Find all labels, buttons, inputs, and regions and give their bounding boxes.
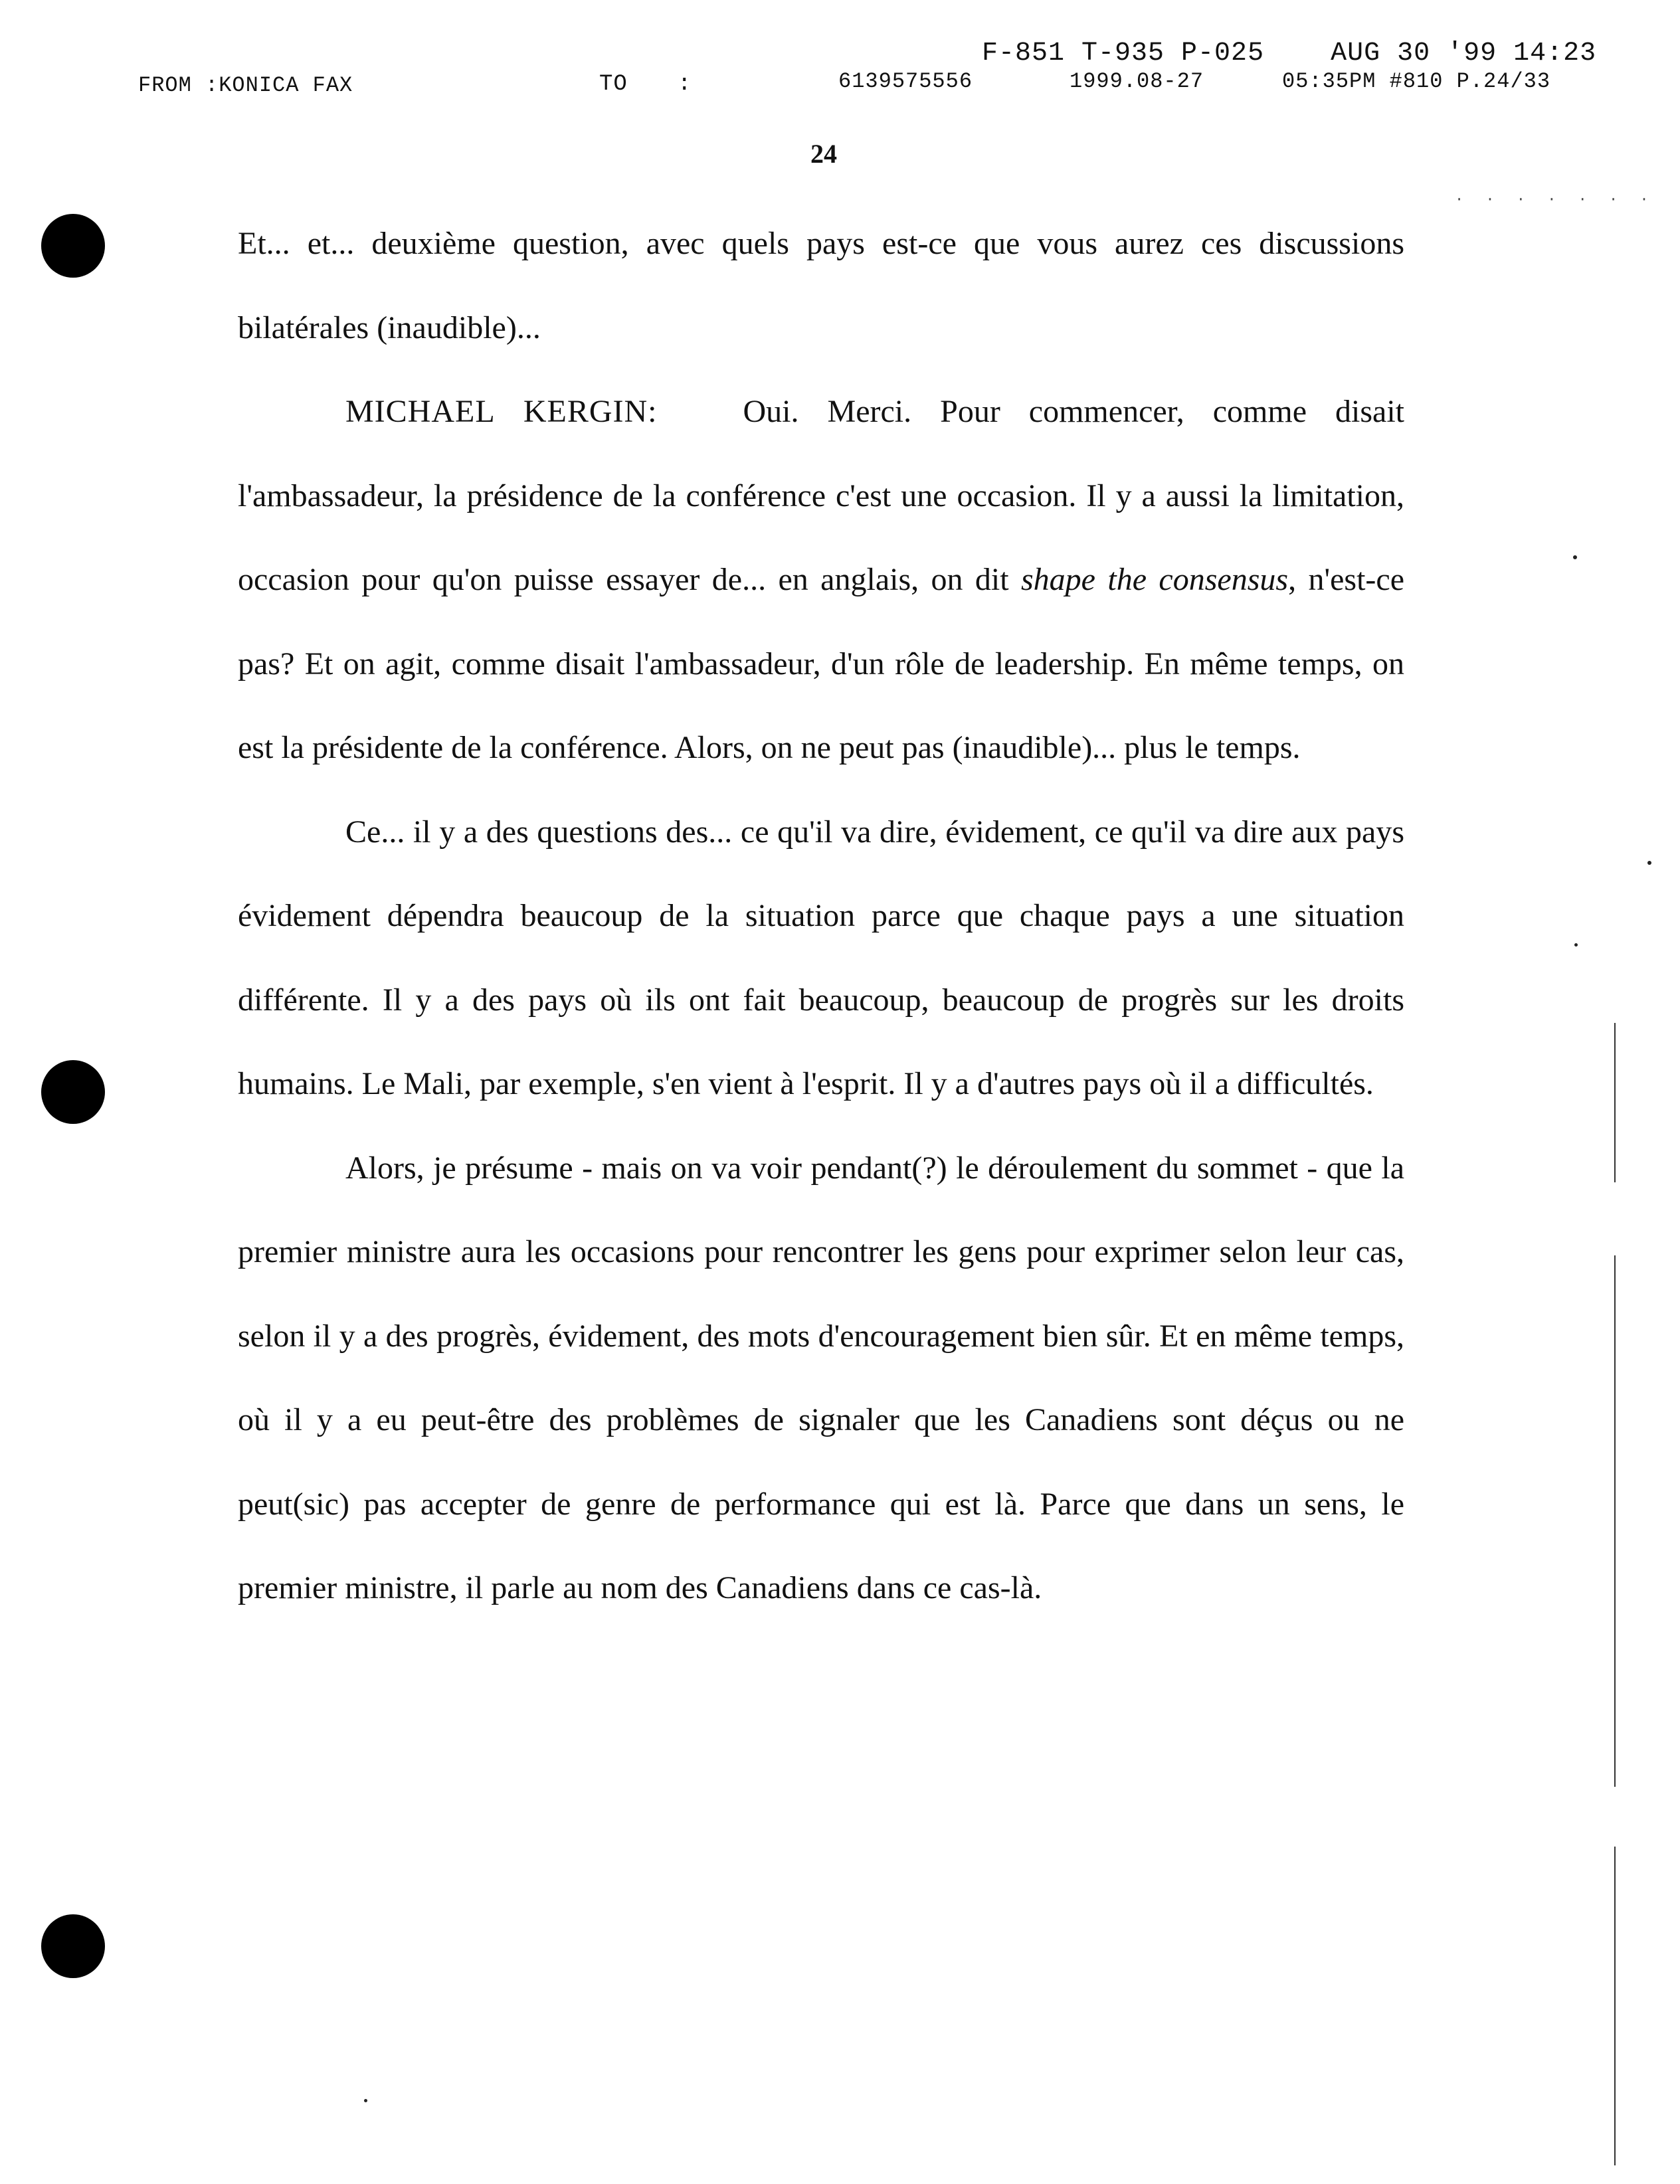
scan-speck <box>1573 555 1577 559</box>
scan-edge-line <box>1614 1023 1616 1182</box>
fax-number: 6139575556 <box>838 69 973 94</box>
fax-date: 1999.08-27 <box>1070 69 1204 94</box>
scan-speck <box>1647 861 1651 865</box>
italic-english-phrase: shape the consensus <box>1021 562 1289 597</box>
scan-speck <box>1574 943 1578 947</box>
scan-speck <box>364 2099 367 2102</box>
fax-header-top-right: F-851 T-935 P-025 AUG 30 '99 14:23 <box>982 39 1597 68</box>
fax-to-separator: : <box>678 72 692 97</box>
paragraph-countries: Ce... il y a des questions des... ce qu'il va dire, évidement, ce qu'il va dire aux pays évidement dépendra beaucoup de la situation parce que chaque pays a une situation différente. Il y a des pays où ils ont fait beaucoup, beaucoup de progrès sur les droits humains. Le Mali, par exemple, s'en vient à l'esprit. Il y a d'autres pays où il a difficultés. <box>238 814 1404 1101</box>
speaker-name: MICHAEL KERGIN: <box>345 394 658 429</box>
fax-to-label: TO <box>599 72 628 97</box>
scan-edge-line <box>1614 1847 1616 2165</box>
page-number: 24 <box>810 139 837 169</box>
paragraph-summit: Alors, je présume - mais on va voir pendant(?) le déroulement du sommet - que la premier ministre aura les occasions pour rencontrer les gens pour exprimer selon leur cas, selon il y a des progrès, évidement, des mots d'encouragement bien sûr. Et en même temps, où il y a eu peut-être des problèmes de signaler que les Canadiens sont déçus ou ne peut(sic) pas accepter de genre de performance qui est là. Parce que dans un sens, le premier ministre, il parle au nom des Canadiens dans ce cas-là. <box>238 1150 1404 1605</box>
paragraph-question: Et... et... deuxième question, avec quels pays est-ce que vous aurez ces discussions bilatérales (inaudible)... <box>238 226 1404 345</box>
binder-hole-middle <box>41 1060 105 1124</box>
answer-text-b: , n'est-ce pas? Et on agit, comme disait l'ambassadeur, d'un rôle de leadership. En même temps, on est la présidente de la conférence. Alors, on ne peut pas (inaudible)... plus le temps. <box>238 562 1405 765</box>
scan-dots: · · · · · · · <box>1455 191 1655 208</box>
scan-edge-line <box>1614 1255 1616 1787</box>
answer-text-a: Oui. Merci. Pour commencer, comme disait l'ambassadeur, la présidence de la conférence c'est une occasion. Il y a aussi la limitation, occasion pour qu'on puisse essayer de... en anglais, on dit <box>238 394 1405 597</box>
binder-hole-top <box>41 214 105 278</box>
fax-time-info: 05:35PM #810 P.24/33 <box>1282 69 1551 94</box>
fax-from-label: FROM :KONICA FAX <box>138 73 353 98</box>
paragraph-kergin-answer <box>238 370 1404 790</box>
binder-hole-bottom <box>41 1914 105 1978</box>
transcript-body <box>238 202 1404 1631</box>
